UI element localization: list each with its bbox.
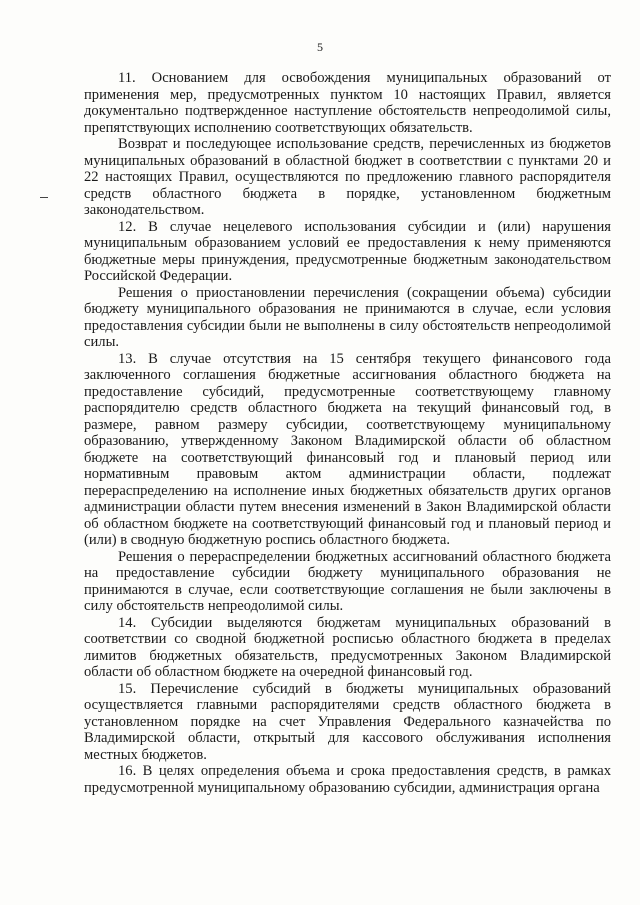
page-number: 5 [317,40,323,54]
paragraph-reallocation-decisions: Решения о перераспределении бюджетных ассигнований областного бюджета на предоставление субсидии бюджету муниципального образования не принимаются в случае, если соответствующие соглашения не были заключены в силу обстоятельств непреодолимой силы. [84,548,611,614]
document-body [84,70,611,796]
paragraph-15: 15. Перечисление субсидий в бюджеты муниципальных образований осуществляется главными распорядителями средств областного бюджета в установленном порядке на счет Управления Федерального казначейства по Владимирской области, открытый для кассового обслуживания исполнения местных бюджетов. [84,680,611,763]
paragraph-13: 13. В случае отсутствия на 15 сентября текущего финансового года заключенного соглашения бюджетные ассигнования областного бюджета на предоставление субсидий, предусмотренные соответствующему главному распорядителю средств областного бюджета на текущий финансовый год, в размере, равном размеру субсидии, соответствующему муниципальному образованию, утвержденному Законом Владимирской области об областном бюджете на соответствующий финансовый год и плановый период или нормативным правовым актом администрации области, подлежат перераспределению на исполнение иных бюджетных обязательств других органов администрации области путем внесения изменений в Закон Владимирской области об областном бюджете на соответствующий финансовый год и плановый период и (или) в сводную бюджетную роспись областного бюджета. [84,350,611,548]
paragraph-11: 11. Основанием для освобождения муниципальных образований от применения мер, предусмотренных пунктом 10 настоящих Правил, является документально подтвержденное наступление обстоятельств непреодолимой силы, препятствующих исполнению соответствующих обязательств. [84,70,611,136]
paragraph-12: 12. В случае нецелевого использования субсидии и (или) нарушения муниципальным образованием условий ее предоставления к нему применяются бюджетные меры принуждения, предусмотренные бюджетным законодательством Российской Федерации. [84,218,611,284]
paragraph-return-of-funds: Возврат и последующее использование средств, перечисленных из бюджетов муниципальных образований в областной бюджет в соответствии с пунктами 20 и 22 настоящих Правил, осуществляются по предложению главного распорядителя средств областного бюджета в порядке, установленном бюджетным законодательством. [84,136,611,218]
paragraph-16: 16. В целях определения объема и срока предоставления средств, в рамках предусмотренной муниципальному образованию субсидии, администрация органа [84,763,611,796]
paragraph-suspension-decisions: Решения о приостановлении перечисления (сокращении объема) субсидии бюджету муниципального образования не принимаются в случае, если условия предоставления субсидии были не выполнены в силу обстоятельств непреодолимой силы. [84,284,611,350]
paragraph-14: 14. Субсидии выделяются бюджетам муниципальных образований в соответствии со сводной бюджетной росписью областного бюджета в пределах лимитов бюджетных обязательств, предусмотренных Законом Владимирской области об областном бюджете на очередной финансовый год. [84,614,611,680]
margin-mark [40,197,48,198]
